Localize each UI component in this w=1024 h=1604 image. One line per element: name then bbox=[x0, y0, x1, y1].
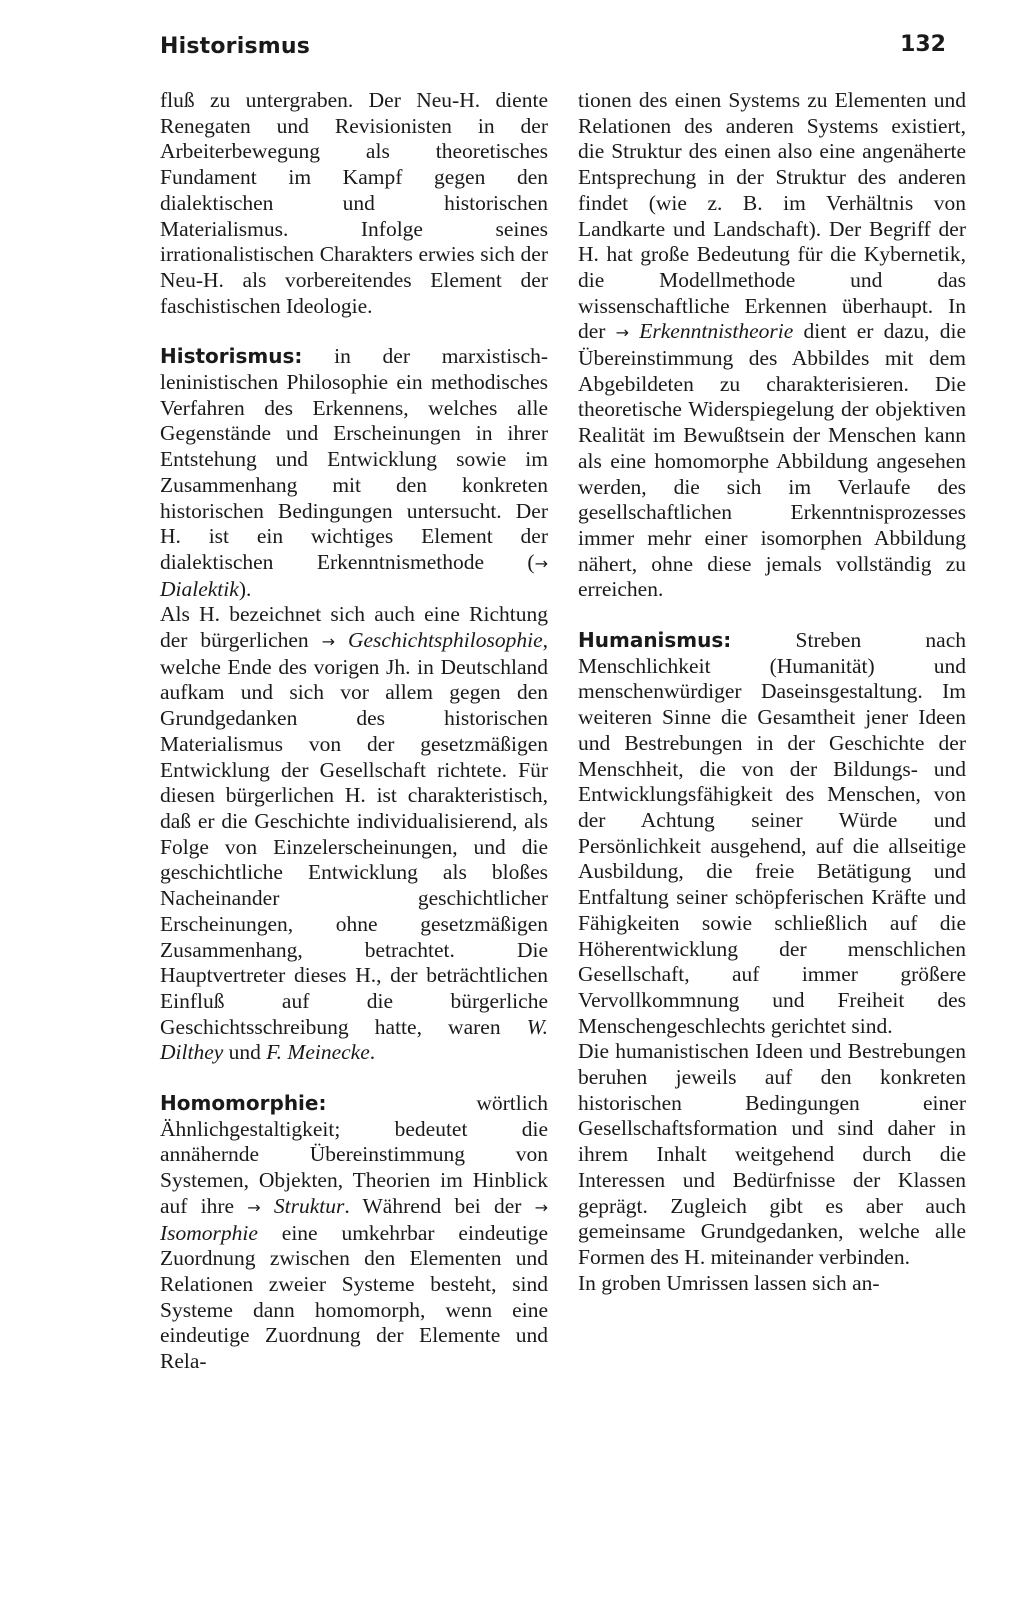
entry-humanismus-paragraph-2 bbox=[578, 1039, 966, 1270]
entry-text: Als H. bezeichnet sich auch eine Richtung der bürgerlichen bbox=[160, 602, 548, 653]
running-head: Historismus bbox=[160, 34, 311, 59]
entry-text: in der marxistisch-leninistischen Philosophie ein methodisches Verfahren des Erkennens, welches alle Gegenstände und Erscheinungen in ihrer Entstehung und Entwicklung sowie im Zusammenhang mit den konkreten historischen Bedingungen untersucht. Der H. ist ein wichtiges Element der dialektischen Erkenntnismethode ( bbox=[160, 344, 548, 574]
entry-text: . Während bei der bbox=[344, 1193, 535, 1218]
entry-text: , welche Ende des vorigen Jh. in Deutschland aufkam und sich vor allem gegen den Grundgedanken des historischen Materialismus von der gesetzmäßigen Entwicklung der Gesellschaft richtete. Für diesen bürgerlichen H. ist charakteristisch, daß er die Geschichte individualisierend, als Folge von Einzelerscheinungen, und die geschichtliche Entwicklung als bloßes Nacheinander geschichtlicher Erscheinungen, ohne gesetzmäßigen Zusammenhang, betrachtet. Die Hauptvertreter dieses H., der beträchtlichen Einfluß auf die bürgerliche Geschichtsschreibung hatte, waren bbox=[160, 628, 548, 1039]
entry-text: ). bbox=[238, 576, 252, 601]
cross-reference-arrow-icon: → bbox=[534, 553, 548, 573]
entry-humanismus-paragraph-3 bbox=[578, 1271, 966, 1297]
entry-text: . bbox=[369, 1040, 376, 1065]
cross-reference-isomorphie[interactable]: Isomorphie bbox=[160, 1220, 258, 1245]
lemma-historismus: Historismus: bbox=[160, 344, 303, 369]
cross-reference-arrow-icon: → bbox=[534, 1197, 548, 1217]
entry-homomorphie-continuation bbox=[578, 88, 966, 603]
cross-reference-arrow-icon: → bbox=[247, 1197, 261, 1217]
cross-reference-geschichtsphilosophie[interactable]: Geschichtsphilosophie bbox=[347, 628, 543, 653]
entry-text: und bbox=[223, 1040, 267, 1065]
entry-text: fluß zu untergraben. Der Neu-H. diente Renegaten und Revisionisten in der Arbeiterbewegung als theoretisches Fundament im Kampf gegen den dialektischen und historischen Materialismus. Infolge seines irrationalistischen Charakters erwies sich der Neu-H. als vorbereitendes Element der faschistischen Ideologie. bbox=[160, 88, 548, 318]
author-name: F. Meinecke bbox=[266, 1040, 370, 1065]
entry-homomorphie bbox=[160, 1091, 548, 1375]
entry-text: tionen des einen Systems zu Elementen und Relationen des anderen Systems existiert, die Struktur des einen also eine angenäherte Entsprechung in der Struktur des anderen findet (wie z. B. im Verhältnis von Landkarte und Landschaft). Der Begriff der H. hat große Bedeutung für die Kybernetik, die Modellmethode und das wissenschaftliche Erkennen überhaupt. In der bbox=[578, 88, 966, 344]
entry-humanismus bbox=[578, 628, 966, 1039]
entry-text: Die humanistischen Ideen und Bestrebungen beruhen jeweils auf den konkreten historischen Bedingungen einer Gesellschaftsformation und sind daher in ihrem Inhalt weitgehend durch die Interessen und Bedürfnisse der Klassen geprägt. Zugleich gibt es aber auch gemeinsame Grundgedanken, welche alle Formen des H. miteinander verbinden. bbox=[578, 1039, 966, 1269]
entry-text: dient er dazu, die Übereinstimmung des Abbildes mit dem Abgebildeten zu charakterisieren. Die theoretische Widerspiegelung der objektiven Realität im Bewußtsein der Menschen kann als eine homomorphe Abbildung angesehen werden, die sich im Verlaufe des gesellschaftlichen Erkenntnisprozesses immer mehr einer isomorphen Abbildung nähert, ohne diese jemals vollständig zu erreichen. bbox=[578, 319, 967, 602]
entry-text: In groben Umrissen lassen sich an- bbox=[578, 1270, 880, 1295]
lemma-humanismus: Humanismus: bbox=[578, 628, 732, 653]
lemma-homomorphie: Homomorphie: bbox=[160, 1091, 327, 1116]
entry-text: eine umkehrbar eindeutige Zuordnung zwischen den Elementen und Relationen zweier Systeme besteht, sind Systeme dann homomorph, wenn eine eindeutige Zuordnung der Elemente und Rela- bbox=[160, 1220, 548, 1374]
page-number: 132 bbox=[900, 32, 946, 57]
cross-reference-erkenntnistheorie[interactable]: Erkenntnistheorie bbox=[639, 319, 794, 344]
cross-reference-dialektik[interactable]: Dialektik bbox=[160, 576, 239, 601]
entry-neu-historismus-continuation bbox=[160, 88, 548, 319]
cross-reference-arrow-icon: → bbox=[615, 323, 630, 343]
left-column bbox=[160, 88, 548, 1375]
entry-text: Streben nach Menschlichkeit (Humanität) und menschenwürdiger Daseinsgestaltung. Im weiteren Sinne die Gesamtheit jener Ideen und Bestrebungen in der Geschichte der Menschheit, die von der Bildungs- und Entwicklungsfähigkeit des Menschen, von der Achtung seiner Würde und Persönlichkeit ausgehend, auf die allseitige Ausbildung, die freie Betätigung und Entfaltung seiner schöpferischen Kräfte und Fähigkeiten sowie schließlich auf die Höherentwicklung der menschlichen Gesellschaft, auf immer größere Vervollkommnung und Freiheit des Menschengeschlechts gerichtet sind. bbox=[578, 628, 966, 1038]
cross-reference-arrow-icon: → bbox=[321, 632, 335, 652]
cross-reference-struktur[interactable]: Struktur bbox=[273, 1193, 345, 1218]
entry-text: wörtlich Ähnlichgestaltigkeit; bedeutet die annähernde Übereinstimmung von Systemen, Objekten, Theorien im Hinblick auf ihre bbox=[160, 1091, 548, 1218]
right-column bbox=[578, 88, 966, 1296]
author-name: W. Dilthey bbox=[160, 1014, 548, 1065]
entry-historismus-paragraph-2 bbox=[160, 602, 548, 1066]
entry-historismus bbox=[160, 344, 548, 602]
